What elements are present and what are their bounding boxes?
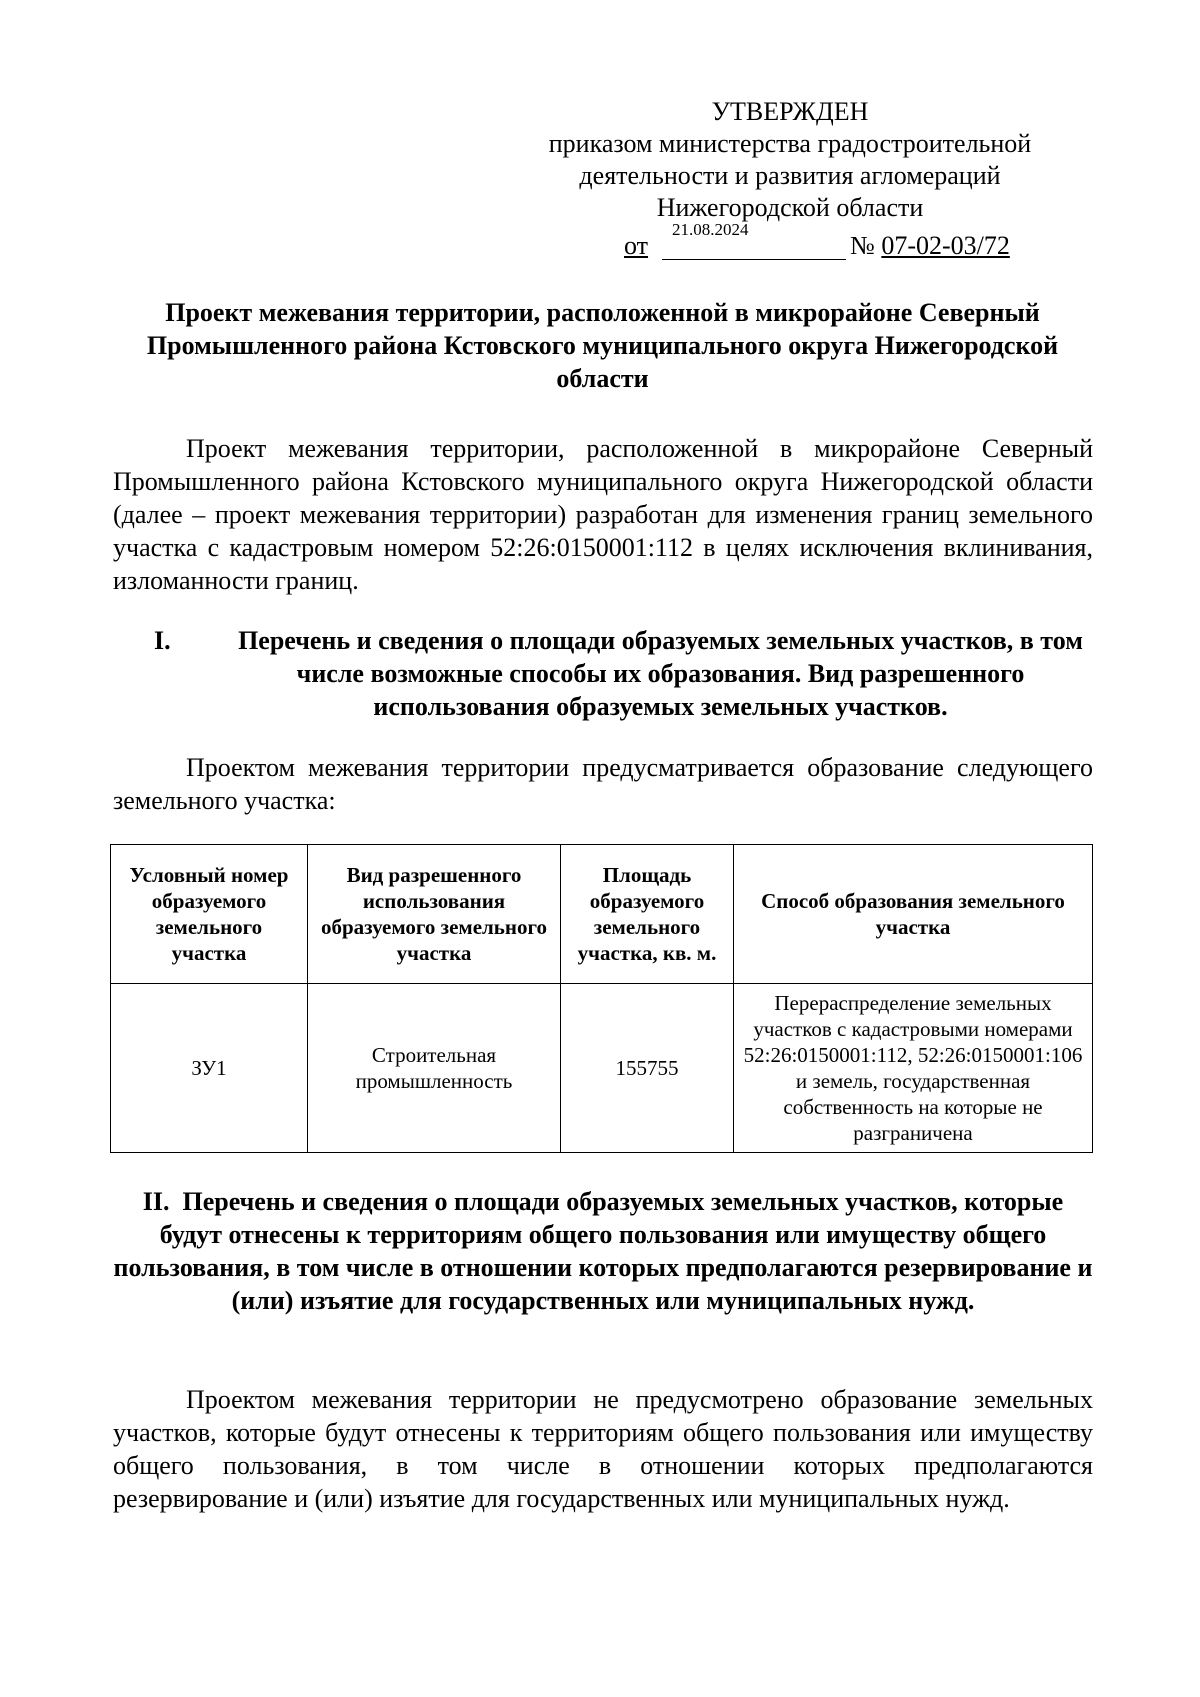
table-row	[111, 984, 1093, 1153]
approval-line-2: деятельности и развития агломераций	[579, 161, 1001, 190]
document-title: Проект межевания территории, расположенной в микрорайоне Северный Промышленного района Кстовского муниципального округа Нижегородской области	[146, 298, 1059, 393]
section-2-paragraph: Проектом межевания территории не предусмотрено образование земельных участков, которые будут отнесены к территориям общего пользования или имуществу общего пользования, в том числе в отношении которых предполагаются резервирование и (или) изъятие для государственных или муниципальных нужд.	[113, 1385, 1093, 1513]
header-permitted-use: Вид разрешенного использования образуемого земельного участка	[308, 845, 561, 984]
section-2-heading	[113, 1185, 1093, 1317]
section-1-paragraph: Проектом межевания территории предусматривается образование следующего земельного участка:	[113, 753, 1093, 815]
section-1-title: Перечень и сведения о площади образуемых земельных участков, в том числе возможные способы их образования. Вид разрешенного использования образуемых земельных участков.	[238, 626, 1083, 721]
approval-number-group	[850, 230, 1010, 262]
header-area: Площадь образуемого земельного участка, кв. м.	[561, 845, 734, 984]
cell-area: 155755	[561, 984, 734, 1153]
approval-line-1: приказом министерства градостроительной	[548, 129, 1032, 158]
section-2-title: Перечень и сведения о площади образуемых земельных участков, которые будут отнесены к территориям общего пользования или имуществу общего пользования, в том числе в отношении которых предполагаются резервирование и (или) изъятие для государственных или муниципальных нужд.	[113, 1187, 1093, 1315]
land-plots-table	[110, 844, 1093, 1153]
number-sign: №	[850, 231, 875, 260]
header-plot-number: Условный номер образуемого земельного участка	[111, 845, 308, 984]
approval-date-line	[540, 220, 1040, 266]
section-1-heading	[113, 624, 1093, 723]
header-formation-method: Способ образования земельного участка	[734, 845, 1093, 984]
approval-line-3: Нижегородской области	[656, 193, 924, 222]
section-2-numeral: II.	[142, 1187, 170, 1216]
section-1-numeral: I.	[154, 626, 171, 655]
approval-stamp	[540, 96, 1040, 266]
cell-permitted-use: Строительная промышленность	[308, 984, 561, 1153]
intro-paragraph: Проект межевания территории, расположенной в микрорайоне Северный Промышленного района Кстовского муниципального округа Нижегородской области (далее – проект межевания территории) разработан для изменения границ земельного участка с кадастровым номером 52:26:0150001:112 в целях исключения вклинивания, изломанности границ.	[113, 434, 1093, 595]
approval-number: 07-02-03/72	[881, 231, 1010, 260]
table-header-row	[111, 845, 1093, 984]
approval-date: 21.08.2024	[672, 220, 749, 239]
date-underline	[662, 259, 846, 260]
date-prefix: от	[624, 231, 649, 260]
approval-heading: УТВЕРЖДЕН	[711, 97, 869, 126]
cell-plot-number: ЗУ1	[111, 984, 308, 1153]
cell-formation-method: Перераспределение земельных участков с кадастровыми номерами 52:26:0150001:112, 52:26:0150001:106 и земель, государственная собственность на которые не разграничена	[734, 984, 1093, 1153]
